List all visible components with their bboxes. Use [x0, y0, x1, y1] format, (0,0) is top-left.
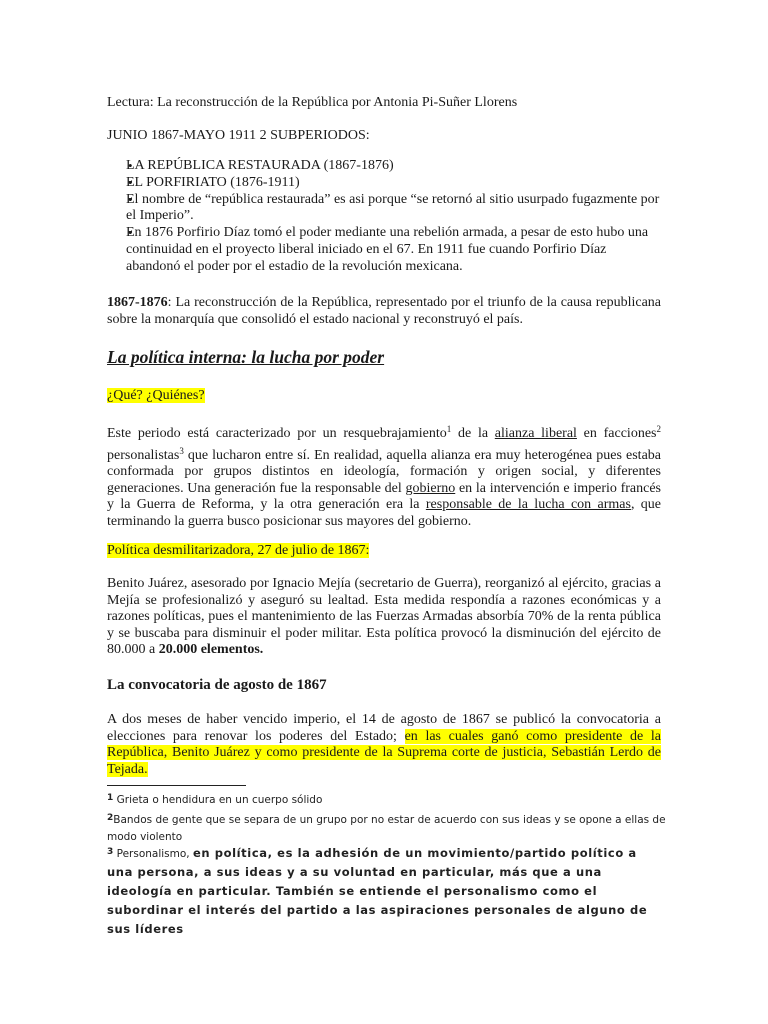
paragraph-convocatoria: A dos meses de haber vencido imperio, el 14 de agosto de 1867 se publicó la convocatoria a elecciones para renovar los poderes del Estado; en las cuales ganó como presidente de la República, Benito Juárez y como presidente de la Suprema corte de justicia, Sebastián Lerdo de Tejada.	[107, 712, 661, 777]
footnote-3: $^3$ Personalismo, en política, es la adhesión de un movimiento/partido político a una persona, a sus ideas y a su voluntad en particular, más que a una ideología en particular. También se entiende el personalismo como el subordinar el interés del partido a las aspiraciones personales de alguno de sus líderes	[107, 846, 648, 936]
convocatoria-heading: La convocatoria de agosto de 1867	[107, 677, 327, 693]
list-item: • EL PORFIRIATO (1876-1911)	[107, 175, 661, 192]
subperiods-list	[107, 158, 661, 276]
reading-title: Lectura: La reconstrucción de la República por Antonia Pi-Suñer Llorens	[107, 95, 518, 110]
period-bold: 1867-1876	[107, 295, 168, 310]
paragraph-periodo: Este periodo está caracterizado por un resquebrajamiento$^1$ de la alianza liberal en facciones$^2$ personalistas$^3$ que lucharon entre sí. En realidad, aquella alianza era muy heterogénea pues estaba conformada por grupos distintos en ideología, formación y origen social, y diferentes generaciones. Una generación fue la responsable del gobierno en la intervención e imperio francés y la Guerra de Reforma, y la otra generación era la responsable de la lucha con armas, que terminando la guerra busco posicionar sus mayores del gobierno.	[107, 424, 661, 529]
period-line: JUNIO 1867-MAYO 1911 2 SUBPERIODOS:	[107, 128, 370, 143]
gobierno-underlined: gobierno	[405, 480, 456, 496]
footnote-ref-3[interactable]: 3	[179, 445, 184, 456]
footnote-separator	[107, 785, 246, 786]
section-heading-politica: La política interna: la lucha por poder	[107, 347, 385, 367]
politica-desmilitarizadora-label: Política desmilitarizadora, 27 de julio de 1867:	[107, 543, 370, 558]
list-item: • El nombre de “república restaurada” es asi porque “se retornó al sitio usurpado fugazmente por el Imperio”.	[107, 192, 661, 226]
paragraph-juarez: Benito Juárez, asesorado por Ignacio Mejía (secretario de Guerra), reorganizó al ejército, gracias a Mejía se profesionalizó y aseguró su lealtad. Esta medida respondía a razones económicas y a razones políticas, pues el mantenimiento de las Fuerzas Armadas absorbía 70% de la renta pública y se buscaba para disminuir el poder militar. Esta política provocó la disminución del ejército de 80.000 a 20.000 elementos.	[107, 576, 661, 658]
footnote-ref-2[interactable]: 2	[656, 424, 661, 434]
lucha-armas-underlined: responsable de la lucha con armas	[425, 497, 631, 513]
list-item: • LA REPÚBLICA RESTAURADA (1867-1876)	[107, 158, 661, 175]
highlighted-winners: en las cuales ganó como presidente de la República, Benito Juárez y como presidente de la Suprema corte de justicia, Sebastián Lerdo de Tejada.	[107, 728, 661, 777]
footnote-1: $^1$ Grieta o hendidura en un cuerpo sólido	[107, 793, 323, 806]
list-item: • En 1876 Porfirio Díaz tomó el poder mediante una rebelión armada, a pesar de esto hubo una continuidad en el proyecto liberal iniciado en el 67. En 1911 fue cuando Porfirio Díaz abandonó el poder por el estadio de la revolución mexicana.	[107, 225, 661, 275]
que-quienes-label: ¿Qué? ¿Quiénes?	[107, 388, 205, 403]
elements-bold: 20.000 elementos.	[158, 642, 264, 658]
footnote-2: $^2$Bandos de gente que se separa de un grupo por no estar de acuerdo con sus ideas y se opone a ellas de modo violento	[107, 813, 666, 843]
paragraph-1867-1876: 1867-1876: La reconstrucción de la República, representado por el triunfo de la causa republicana sobre la monarquía que consolidó el estado nacional y reconstruyó el país.	[107, 295, 661, 327]
alianza-liberal-underlined: alianza liberal	[494, 426, 577, 441]
footnote-ref-1[interactable]: 1	[446, 424, 452, 434]
